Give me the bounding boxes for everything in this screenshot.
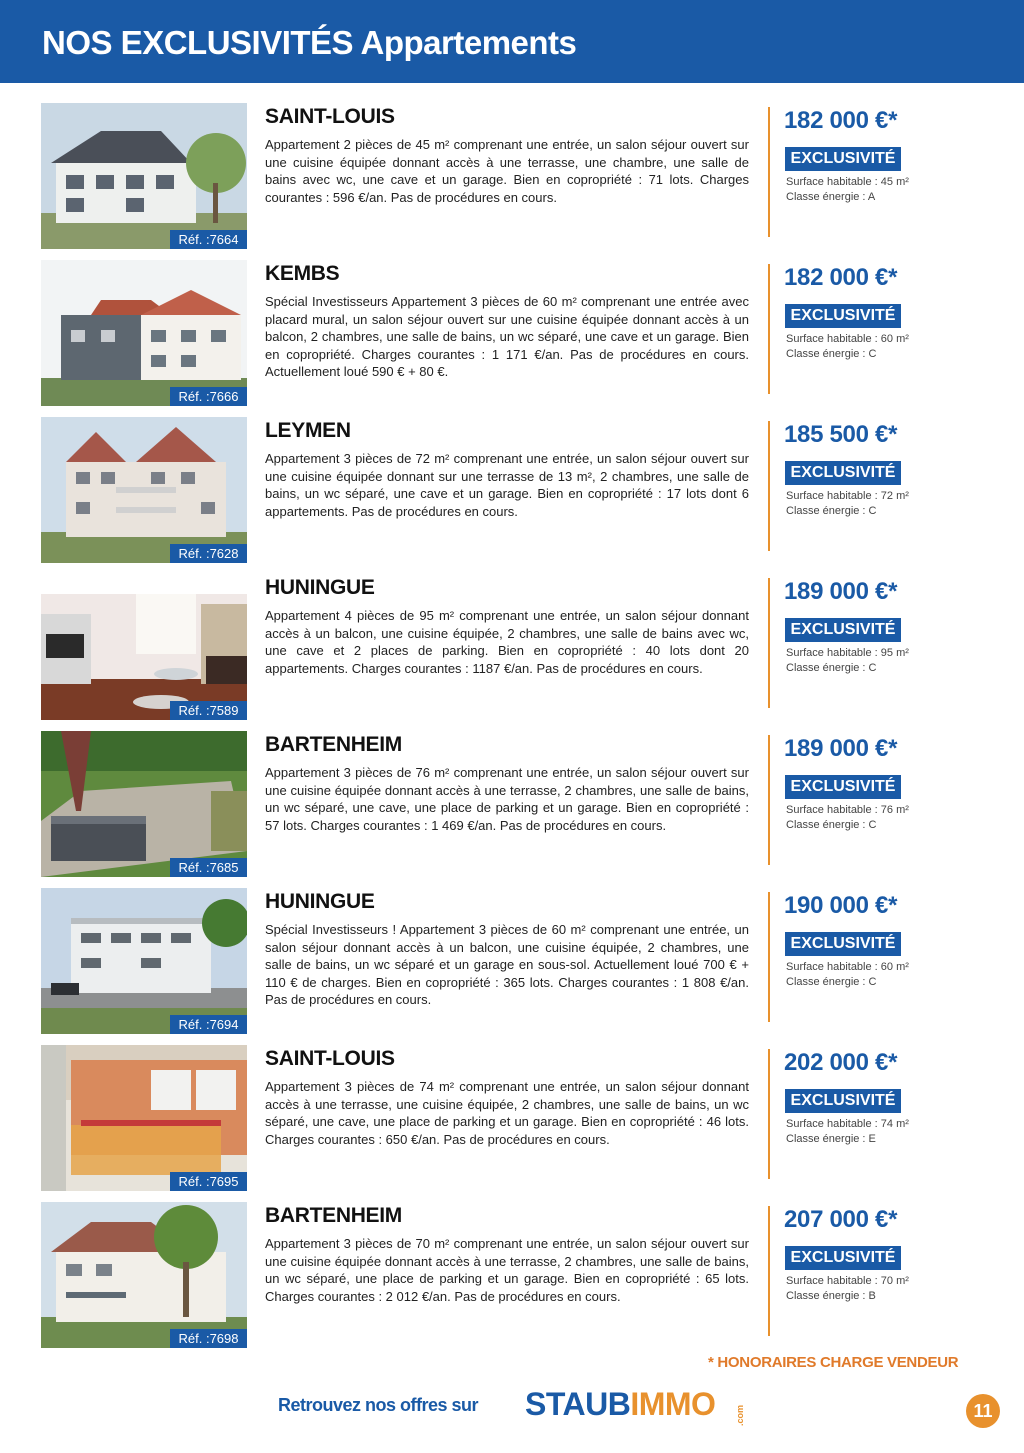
photo-illustration <box>41 574 247 720</box>
city-name: SAINT-LOUIS <box>265 1047 395 1070</box>
surface-info: Surface habitable : 60 m² <box>786 333 909 345</box>
fees-note: * HONORAIRES CHARGE VENDEUR <box>708 1354 959 1371</box>
listing-card[interactable] <box>0 417 1024 565</box>
energy-class: Classe énergie : C <box>786 819 877 831</box>
exclusivite-badge: EXCLUSIVITÉ <box>785 775 901 799</box>
surface-info: Surface habitable : 74 m² <box>786 1118 909 1130</box>
listing-card[interactable] <box>0 260 1024 408</box>
price: 202 000 €* <box>784 1049 898 1076</box>
photo-illustration <box>41 417 247 563</box>
photo-illustration <box>41 260 247 406</box>
page-number: 11 <box>966 1394 1000 1428</box>
divider <box>768 264 770 394</box>
divider <box>768 421 770 551</box>
photo-illustration <box>41 103 247 249</box>
divider <box>768 1049 770 1179</box>
property-photo[interactable] <box>41 574 247 720</box>
energy-class: Classe énergie : C <box>786 976 877 988</box>
listing-card[interactable] <box>0 1045 1024 1193</box>
find-offers-text: Retrouvez nos offres sur <box>278 1395 479 1415</box>
listing-description: Appartement 2 pièces de 45 m² comprenant une entrée, un salon séjour ouvert sur une cuisine équipée donnant accès à une terrasse, une chambre, une salle de bains avec wc, une cave et un garage. Bien en copropriété : 71 lots. Charges courantes : 596 €/an. Pas de procédures en cours. <box>265 137 749 205</box>
energy-class: Classe énergie : E <box>786 1133 876 1145</box>
divider <box>768 735 770 865</box>
surface-info: Surface habitable : 95 m² <box>786 647 909 659</box>
staubimmo-logo[interactable] <box>525 1386 715 1423</box>
property-photo[interactable] <box>41 260 247 406</box>
property-photo[interactable] <box>41 888 247 1034</box>
logo-com-suffix: .com <box>735 1404 745 1426</box>
reference-badge: Réf. :7698 <box>170 1329 247 1348</box>
reference-badge: Réf. :7694 <box>170 1015 247 1034</box>
surface-info: Surface habitable : 45 m² <box>786 176 909 188</box>
price: 182 000 €* <box>784 107 898 134</box>
logo-part-staub: STAUB <box>525 1386 631 1422</box>
photo-illustration <box>41 1045 247 1191</box>
property-photo[interactable] <box>41 1045 247 1191</box>
property-photo[interactable] <box>41 1202 247 1348</box>
energy-class: Classe énergie : C <box>786 662 877 674</box>
surface-info: Surface habitable : 72 m² <box>786 490 909 502</box>
listing-description: Appartement 3 pièces de 72 m² comprenant une entrée, un salon séjour ouvert sur une cuisine équipée donnant sur une terrasse de 13 m², 2 chambres, une salle de bains, un wc séparé, une cave et un garage. Bien en copropriété : 17 lots dont 6 appartements. Pas de procédures en cours. <box>265 451 749 519</box>
listing-description: Appartement 4 pièces de 95 m² comprenant une entrée, un salon séjour donnant accès à un balcon, une cuisine équipée, 2 chambres, une salle de bains avec wc, une cave et 2 places de parking. Bien en copropriété : 40 lots dont 20 appartements. Charges courantes : 1187 €/an. Pas de procédures en cours. <box>265 608 749 676</box>
listing-description: Spécial Investisseurs ! Appartement 3 pièces de 60 m² comprenant une entrée, un salon séjour donnant accès à un balcon, une cuisine équipée, 2 chambres, une salle de bains, un wc séparé et un garage en sous-sol. Actuellement loué 700 € + 110 € de charges. Bien en copropriété : 365 lots. Charges courantes : 1 808 €/an. Pas de procédures en cours. <box>265 922 749 1008</box>
reference-badge: Réf. :7628 <box>170 544 247 563</box>
energy-class: Classe énergie : A <box>786 191 876 203</box>
price: 185 500 €* <box>784 421 898 448</box>
listing-description: Appartement 3 pièces de 76 m² comprenant une entrée, un salon séjour ouvert sur une cuisine équipée donnant accès à une terrasse, 2 chambres, une salle de bains, un wc séparé, une cave, une place de parking et un garage. Bien en copropriété : 57 lots. Charges courantes : 1 469 €/an. Pas de procédures en cours. <box>265 765 749 833</box>
city-name: BARTENHEIM <box>265 733 402 756</box>
surface-info: Surface habitable : 70 m² <box>786 1275 909 1287</box>
page-title: NOS EXCLUSIVITÉS Appartements <box>42 24 577 61</box>
listing-card[interactable] <box>0 103 1024 251</box>
exclusivite-badge: EXCLUSIVITÉ <box>785 461 901 485</box>
price: 182 000 €* <box>784 264 898 291</box>
divider <box>768 892 770 1022</box>
listing-card[interactable] <box>0 1202 1024 1350</box>
property-photo[interactable] <box>41 103 247 249</box>
price: 207 000 €* <box>784 1206 898 1233</box>
exclusivite-badge: EXCLUSIVITÉ <box>785 1089 901 1113</box>
property-photo[interactable] <box>41 417 247 563</box>
exclusivite-badge: EXCLUSIVITÉ <box>785 1246 901 1270</box>
exclusivite-badge: EXCLUSIVITÉ <box>785 618 901 642</box>
divider <box>768 1206 770 1336</box>
photo-illustration <box>41 888 247 1034</box>
reference-badge: Réf. :7589 <box>170 701 247 720</box>
reference-badge: Réf. :7695 <box>170 1172 247 1191</box>
photo-illustration <box>41 1202 247 1348</box>
city-name: HUNINGUE <box>265 890 375 913</box>
energy-class: Classe énergie : C <box>786 348 877 360</box>
logo-part-immo: IMMO <box>630 1386 716 1422</box>
reference-badge: Réf. :7666 <box>170 387 247 406</box>
reference-badge: Réf. :7685 <box>170 858 247 877</box>
listing-description: Appartement 3 pièces de 74 m² comprenant une entrée, un salon séjour donnant accès à une terrasse, une cuisine équipée, 2 chambres, une salle de bains, un wc séparé, une cave, une place de parking et un garage. Bien en copropriété : 46 lots. Charges courantes : 650 €/an. Pas de procédures en cours. <box>265 1079 749 1147</box>
surface-info: Surface habitable : 76 m² <box>786 804 909 816</box>
listing-description: Spécial Investisseurs Appartement 3 pièces de 60 m² comprenant une entrée avec placard mural, un salon séjour ouvert sur une cuisine équipée donnant accès à un balcon, 2 chambres, une salle de bains, un wc séparé, une cave et un garage. Bien en copropriété. Charges courantes : 1 171 €/an. Pas de procédures en cours. Actuellement loué 590 € + 80 €. <box>265 294 749 380</box>
surface-info: Surface habitable : 60 m² <box>786 961 909 973</box>
city-name: BARTENHEIM <box>265 1204 402 1227</box>
exclusivite-badge: EXCLUSIVITÉ <box>785 304 901 328</box>
listing-card[interactable] <box>0 888 1024 1036</box>
page-header <box>0 0 1024 83</box>
price: 189 000 €* <box>784 578 898 605</box>
price: 189 000 €* <box>784 735 898 762</box>
listing-card[interactable] <box>0 731 1024 879</box>
exclusivite-badge: EXCLUSIVITÉ <box>785 147 901 171</box>
city-name: LEYMEN <box>265 419 351 442</box>
listing-card[interactable] <box>0 574 1024 722</box>
reference-badge: Réf. :7664 <box>170 230 247 249</box>
listing-description: Appartement 3 pièces de 70 m² comprenant une entrée, un salon séjour ouvert sur une cuisine équipée donnant accès à une terrasse, 2 chambres, une salle de bains, un wc séparé, une place de parking et un garage. Bien en copropriété : 65 lots. Charges courantes : 2 012 €/an. Pas de procédures en cours. <box>265 1236 749 1304</box>
property-photo[interactable] <box>41 731 247 877</box>
energy-class: Classe énergie : C <box>786 505 877 517</box>
exclusivite-badge: EXCLUSIVITÉ <box>785 932 901 956</box>
city-name: SAINT-LOUIS <box>265 105 395 128</box>
price: 190 000 €* <box>784 892 898 919</box>
divider <box>768 578 770 708</box>
city-name: KEMBS <box>265 262 340 285</box>
photo-illustration <box>41 731 247 877</box>
city-name: HUNINGUE <box>265 576 375 599</box>
energy-class: Classe énergie : B <box>786 1290 876 1302</box>
divider <box>768 107 770 237</box>
